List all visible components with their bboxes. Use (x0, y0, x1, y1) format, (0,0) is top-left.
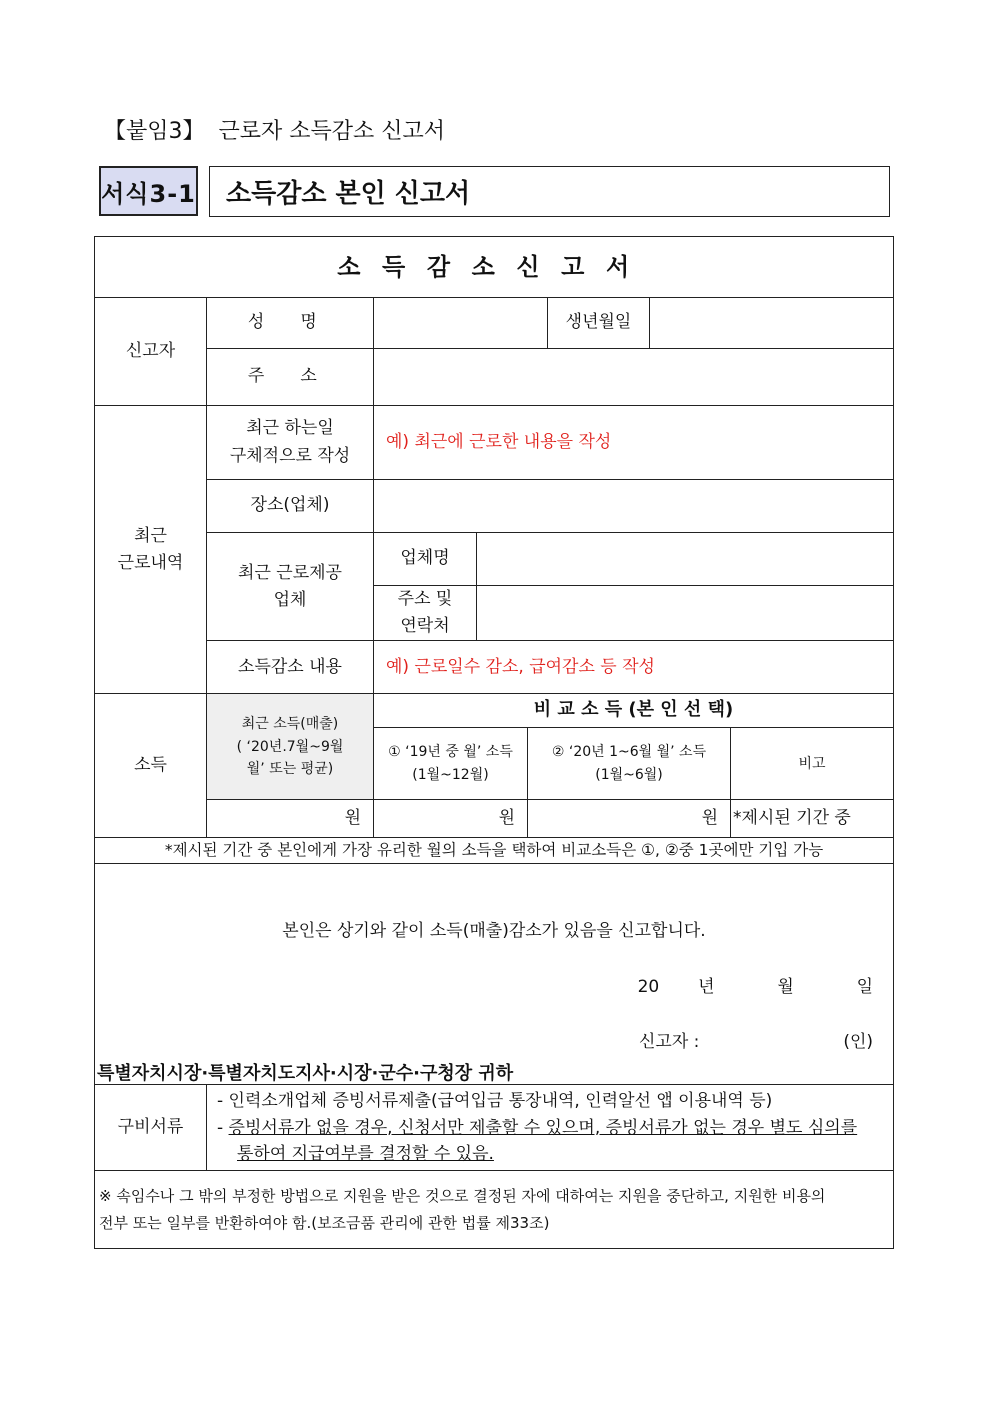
compare-option-1-line1: ① ‘19년 중 월’ 소득 (388, 744, 513, 761)
company-name-label: 업체명 (374, 533, 477, 586)
form-heading (95, 237, 894, 298)
note-field: *제시된 기간 중 (731, 800, 894, 838)
addressee: 특별자치시장·특별자치도지사·시장·군수·구청장 귀하 (97, 1063, 514, 1085)
warning-note (95, 1171, 894, 1249)
address-label-text: 주 소 (247, 366, 333, 387)
date-year-prefix: 20 (637, 977, 660, 998)
note-header: 비고 (731, 728, 894, 800)
date-day-label: 일 (856, 977, 873, 998)
decrease-field[interactable]: 예) 근로일수 감소, 급여감소 등 작성 (374, 641, 894, 694)
company-name-field[interactable] (477, 533, 894, 586)
recent-income-field[interactable]: 원 (207, 800, 374, 838)
date-month-label: 월 (777, 977, 794, 998)
company-label-line2: 업체 (273, 589, 307, 610)
date-line (638, 974, 873, 1001)
date-year-label: 년 (698, 977, 715, 998)
compare-option-2-line1: ② ‘20년 1~6월 월’ 소득 (551, 744, 707, 761)
recent-work-label-line1: 최근 (134, 525, 167, 546)
documents-item-2-cont (217, 1141, 893, 1167)
address-field[interactable] (374, 349, 894, 406)
documents-item-2-bullet: - (217, 1117, 229, 1138)
warning-line-1: ※ 속임수나 그 밖의 부정한 방법으로 지원을 받은 것으로 결정된 자에 대하여는 지원을 중단하고, 지원한 비용의 (99, 1187, 826, 1206)
recent-income-line2: ( ‘20년.7월~9월 (236, 738, 344, 755)
signer-label: 신고자 : (639, 1032, 700, 1053)
reporter-section-label: 신고자 (95, 298, 207, 406)
compare-option-2-field[interactable]: 원 (528, 800, 731, 838)
documents-item-1: - 인력소개업체 증빙서류제출(급여입금 통장내역, 인력알선 앱 이용내역 등) (217, 1091, 773, 1112)
place-field[interactable] (374, 480, 894, 533)
compare-option-2 (528, 728, 731, 800)
name-field[interactable] (374, 298, 548, 349)
income-section-label: 소득 (95, 694, 207, 838)
recent-income-line1: 최근 소득(매출) (241, 716, 339, 733)
declaration-block (95, 864, 894, 1085)
job-label (207, 406, 374, 480)
recent-work-section-label (95, 406, 207, 694)
birth-label: 생년월일 (548, 298, 650, 349)
compare-option-1-field[interactable]: 원 (374, 800, 528, 838)
company-label (207, 533, 374, 641)
attachment-heading (104, 114, 445, 145)
attachment-title: 근로자 소득감소 신고서 (218, 119, 446, 144)
recent-income-label (207, 694, 374, 800)
decrease-label: 소득감소 내용 (207, 641, 374, 694)
job-label-line1: 최근 하는일 (246, 418, 334, 439)
compare-income-header: 비 교 소 득 (본 인 선 택) (374, 694, 894, 728)
company-label-line1: 최근 근로제공 (238, 562, 342, 583)
income-decrease-form (94, 236, 894, 1249)
job-label-line2: 구체적으로 작성 (229, 445, 351, 466)
documents-item-2-line1: 증빙서류가 없을 경우, 신청서만 제출할 수 있으며, 증빙서류가 없는 경우 별도 심의를 (228, 1117, 858, 1138)
recent-work-label-line2: 근로내역 (117, 552, 184, 573)
form-title-text: 소득감소 본인 신고서 (226, 179, 471, 209)
place-label: 장소(업체) (207, 480, 374, 533)
company-address-line1: 주소 및 (397, 589, 453, 609)
name-label-text: 성 명 (247, 312, 333, 333)
warning-line-2: 전부 또는 일부를 반환하여야 함.(보조금품 관리에 관한 법률 제33조) (99, 1213, 550, 1232)
attachment-label: 【붙임3】 (104, 119, 205, 144)
declaration-text: 본인은 상기와 같이 소득(매출)감소가 있음을 신고합니다. (282, 921, 706, 942)
compare-option-1 (374, 728, 528, 800)
form-heading-text: 소득감소신고서 (337, 252, 651, 281)
recent-income-line3: 월’ 또는 평균) (246, 761, 334, 778)
company-address-line2: 연락처 (400, 616, 450, 637)
documents-item-2-line2: 통하여 지급여부를 결정할 수 있음. (237, 1143, 494, 1164)
income-footnote: *제시된 기간 중 본인에게 가장 유리한 월의 소득을 택하여 비교소득은 ①, ②중 1곳에만 기입 가능 (95, 838, 894, 864)
birth-field[interactable] (650, 298, 894, 349)
compare-option-1-line2: (1월~12월) (412, 766, 489, 783)
compare-option-2-line2: (1월~6월) (595, 766, 663, 783)
job-field[interactable]: 예) 최근에 근로한 내용을 작성 (374, 406, 894, 480)
documents-list (207, 1085, 894, 1171)
form-title (209, 166, 890, 217)
documents-label: 구비서류 (95, 1085, 207, 1171)
seal-label: (인) (843, 1032, 873, 1053)
address-label (207, 349, 374, 406)
company-address-label (374, 586, 477, 641)
name-label (207, 298, 374, 349)
documents-item-2 (217, 1115, 893, 1141)
company-address-field[interactable] (477, 586, 894, 641)
form-badge: 서식3-1 (99, 166, 198, 216)
